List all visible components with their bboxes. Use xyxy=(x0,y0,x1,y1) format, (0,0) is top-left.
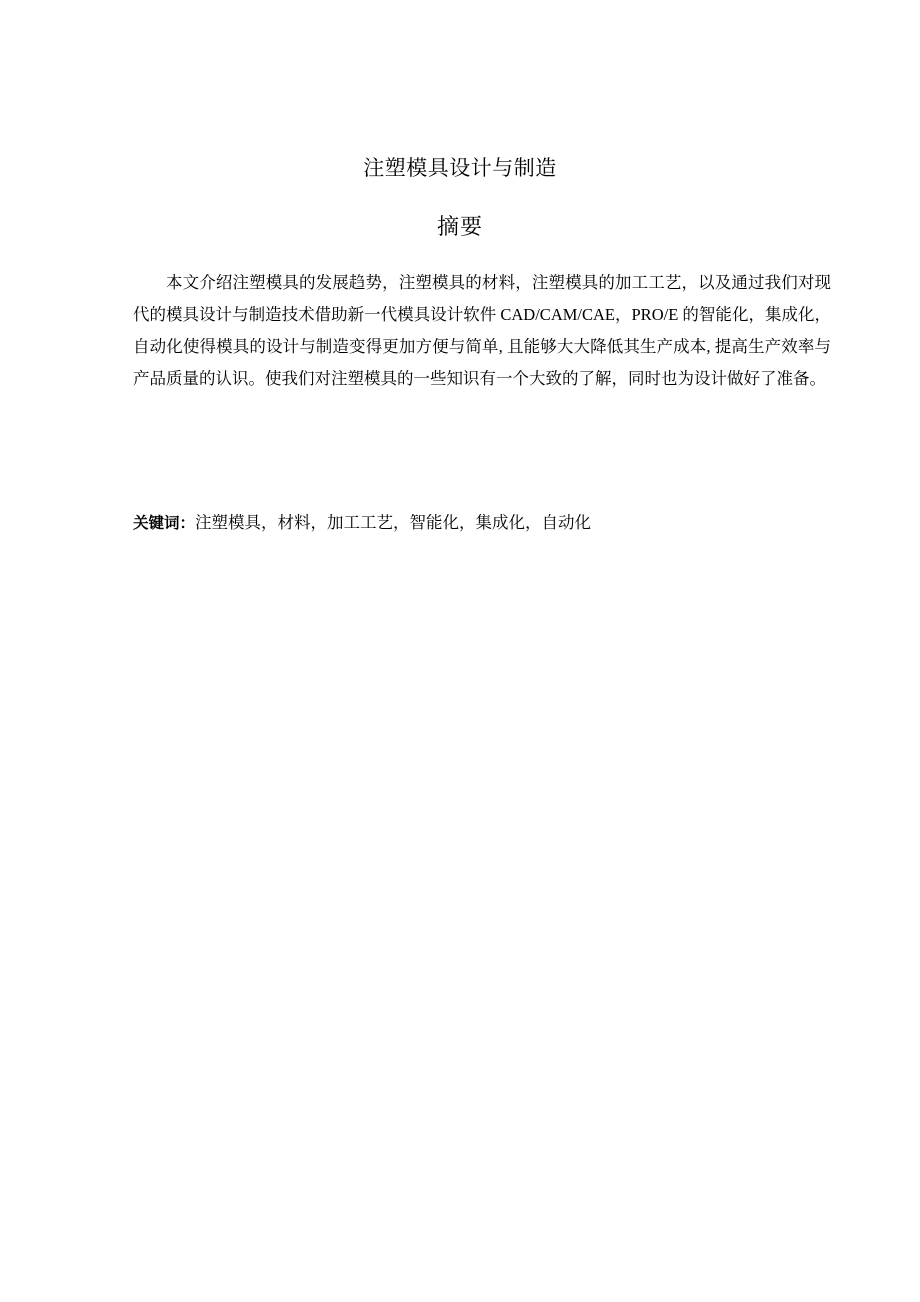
keywords-line xyxy=(133,508,831,538)
abstract-paragraph: 本文介绍注塑模具的发展趋势，注塑模具的材料，注塑模具的加工工艺，以及通过我们对现代的模具设计与制造技术借助新一代模具设计软件 CAD/CAM/CAE，PRO/E 的智能化，集成化，自动化使得模具的设计与制造变得更加方便与简单, 且能够大大降低其生产成本, 提高生产效率与产品质量的认识。使我们对注塑模具的一些知识有一个大致的了解，同时也为设计做好了准备。 xyxy=(133,273,831,388)
abstract-heading: 摘要 xyxy=(436,215,483,240)
keywords-label: 关键词： xyxy=(133,514,196,532)
keywords-text: 注塑模具，材料，加工工艺，智能化，集成化，自动化 xyxy=(195,513,592,532)
document-title: 注塑模具设计与制造 xyxy=(363,156,557,180)
